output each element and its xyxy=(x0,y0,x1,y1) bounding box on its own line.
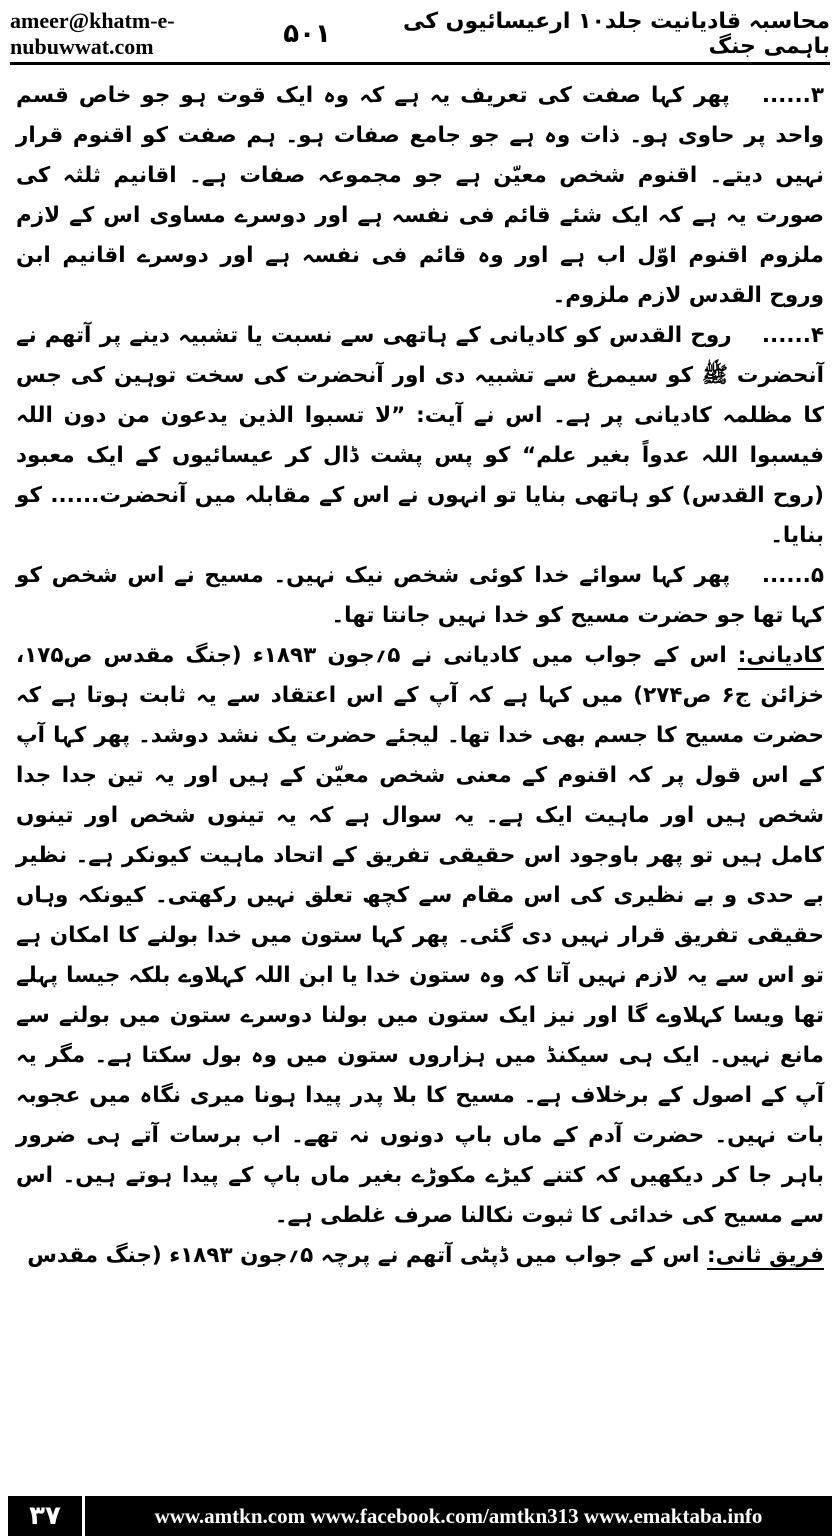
section-heading: فریق ثانی: xyxy=(707,1243,824,1268)
paragraph-number: ۵...... xyxy=(761,563,824,588)
section-heading: کادیانی: xyxy=(737,643,824,668)
paragraph-text: پھر کہا صفت کی تعریف یہ ہے کہ وہ ایک قوت ہو جو خاص قسم واحد پر حاوی ہو۔ ذات وہ ہے جو جامع صفات ہو۔ ہم صفت کو اقنوم قرار نہیں دیتے۔ اقنوم شخص معیّن ہے جو مجموعہ صفات ہے۔ اقانیم ثلثہ کی صورت یہ ہے کہ ایک شئے قائم فی نفسہ ہے اور دوسرے مساوی اس کے لازم ملزوم اقنوم اوّل اب ہے اور وہ قائم فی نفسہ ہے اور دوسرے اقانیم ابن وروح القدس لازم ملزوم۔ xyxy=(16,83,824,308)
page-footer xyxy=(8,1496,832,1536)
header-divider xyxy=(10,62,830,65)
header-title: محاسبہ قادیانیت جلد۱۰ ارعیسائیوں کی باہمی جنگ xyxy=(402,9,830,59)
paragraph-text: اس کے جواب میں ڈپٹی آتھم نے پرچہ ۵؍جون ۱۸۹۳ء (جنگ مقدس xyxy=(27,1243,700,1268)
paragraph-3 xyxy=(16,76,824,316)
paragraph-fareeq-sani xyxy=(16,1236,824,1276)
paragraph-number: ۳...... xyxy=(761,83,824,108)
page-body xyxy=(16,76,824,1486)
header-page-number: ۵۰۱ xyxy=(283,19,331,49)
footer-folio-number: ۳۷ xyxy=(8,1496,85,1536)
paragraph-number: ۴...... xyxy=(761,323,824,348)
page-header xyxy=(10,8,830,60)
footer-urls[interactable]: www.amtkn.com www.facebook.com/amtkn313 www.emaktaba.info xyxy=(154,1503,763,1528)
paragraph-5 xyxy=(16,556,824,636)
header-email[interactable]: ameer@khatm-e-nubuwwat.com xyxy=(10,8,175,59)
paragraph-text: پھر کہا سوائے خدا کوئی شخص نیک نہیں۔ مسیح نے اس شخص کو کہا تھا جو حضرت مسیح کو خدا نہیں جانتا تھا۔ xyxy=(16,563,824,628)
paragraph-text: “ کو پس پشت ڈال کر عیسائیوں کے ایک معبود (روح القدس) کو ہاتھی بنایا تو انہوں نے اس کے مقابلہ میں آنحضرت...... کو بنایا۔ xyxy=(16,443,824,548)
paragraph-text: روح القدس کو کادیانی کے ہاتھی سے نسبت یا تشبیہ دینے پر آتھم نے آنحضرت ﷺ کو سیمرغ سے تشبیہ دی اور آنحضرت کی سخت توہین کی جس کا مظلمہ کادیانی پر ہے۔ اس نے آیت: ” xyxy=(16,323,824,428)
quoted-verse: لا تسبوا الذین یدعون من دون اللہ فیسبوا اللہ عدواً بغیر علم xyxy=(16,403,824,468)
paragraph-4 xyxy=(16,316,824,556)
paragraph-text: اس کے جواب میں کادیانی نے ۵؍جون ۱۸۹۳ء (جنگ مقدس ص۱۷۵، خزائن ج۶ ص۲۷۴) میں کہا ہے کہ آپ کے اس اعتقاد سے یہ ثابت ہوتا ہے کہ حضرت مسیح کا جسم بھی خدا تھا۔ لیجئے حضرت یک نشد دوشد۔ پھر کہا آپ کے اس قول پر کہ اقنوم کے معنی شخص معیّن کے ہیں اور یہ تین جدا جدا شخص ہیں اور ماہیت ایک ہے۔ یہ سوال ہے کہ یہ تینوں شخص اور تینوں کامل ہیں تو پھر باوجود اس حقیقی تفریق کے اتحاد ماہیت کیونکر ہے۔ نظیر بے حدی و بے نظیری کی اس مقام سے کچھ تعلق نہیں رکھتی۔ کیونکہ وہاں حقیقی تفریق قرار نہیں دی گئی۔ پھر کہا ستون میں خدا بولنے کا امکان ہے تو اس سے یہ لازم نہیں آتا کہ وہ ستون خدا یا ابن اللہ کہلاوے بلکہ جیسا پہلے تھا ویسا کہلاوے گا اور نیز ایک ستون میں بولنا دوسرے ستون میں بولنے سے مانع نہیں۔ ایک ہی سیکنڈ میں ہزاروں ستون میں وہ بول سکتا ہے۔ مگر یہ آپ کے اصول کے برخلاف ہے۔ مسیح کا بلا پدر پیدا ہونا میری نگاہ میں عجوبہ بات نہیں۔ حضرت آدم کے ماں باپ دونوں نہ تھے۔ اب برسات آتے ہی ضرور باہر جا کر دیکھیں کہ کتنے کیڑے مکوڑے بغیر ماں باپ کے پیدا ہوتے ہیں۔ اس سے مسیح کی خدائی کا ثبوت نکالنا صرف غلطی ہے۔ xyxy=(16,643,824,1228)
header-left xyxy=(10,8,345,60)
paragraph-kadiani xyxy=(16,636,824,1236)
